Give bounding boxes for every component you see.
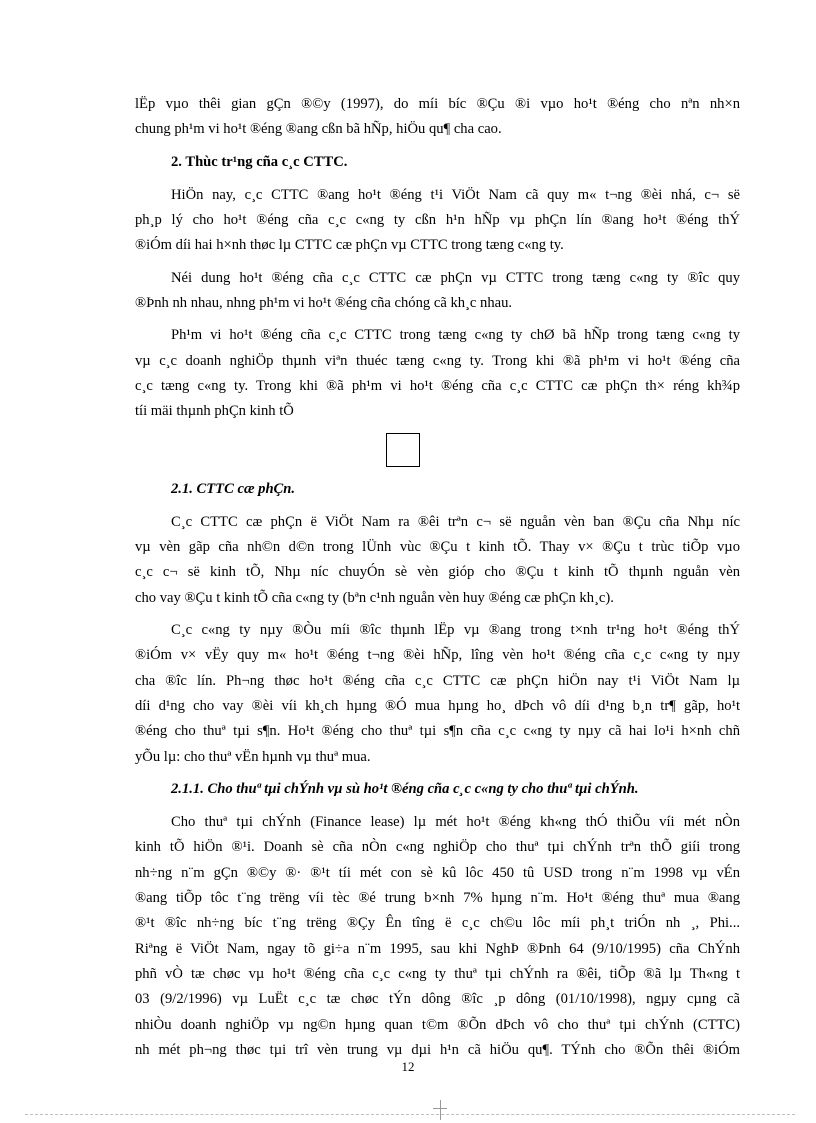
text-line: lËp vµo thêi gian gÇn ®©y (1997), do míi bíc ®Çu ®i vµo ho¹t ®éng cho nªn nh×n [135,96,740,112]
page-body [135,92,740,1070]
page-break-rule [25,1114,795,1115]
text-line: tíi mäi thµnh phÇn kinh tÕ [135,403,294,420]
page-number: 12 [401,1059,415,1074]
paragraph-scope [135,323,740,424]
text-line: ph¸p lý cho ho¹t ®éng cña c¸c c«ng ty cßn h¹n hÑp vµ phÇn lín ®ang ho¹t ®éng thÝ [135,212,740,229]
paragraph-finance-lease [135,810,740,1063]
text-line: díi d¹ng cho vay ®èi víi kh¸ch hµng ®Ó mua hµng ho¸ dÞch vô díi d¹ng b¸n tr¶ gãp, ho¹t [135,697,740,714]
text-line: Cho thuª tµi chÝnh (Finance lease) lµ mét ho¹t ®éng kh«ng thÓ thiÕu víi mét nÒn [171,814,740,831]
text-line: cho vay ®Çu t kinh tÕ cña c«ng ty (bªn c¹nh nguån vèn huy ®éng cæ phÇn kh¸c). [135,589,614,606]
paragraph-joint-stock [135,510,740,611]
page-break-marker [440,1100,441,1120]
text-line: cha ®îc lín. Ph¬ng thøc ho¹t ®éng cña c¸c CTTC cæ phÇn hiÖn nay t¹i ViÖt Nam lµ [135,672,740,689]
text-line: ®Þnh nh nhau, nhng ph¹m vi ho¹t ®éng cña chóng cã kh¸c nhau. [135,295,513,312]
text-line: chung ph¹m vi ho¹t ®éng ®ang cßn bã hÑp, hiÖu qu¶ cha cao. [135,121,502,138]
text-line: C¸c CTTC cæ phÇn ë ViÖt Nam ra ®êi trªn c¬ së nguån vèn ban ®Çu cña Nhµ níc [171,513,740,530]
text-line: vµ vèn gãp cña nh©n d©n trong lÜnh vùc ®Çu t kinh tÕ. Thay v× ®Çu t trùc tiÕp vµo [135,539,740,556]
text-line: phñ vÒ tæ chøc vµ ho¹t ®éng cña c¸c c«ng ty thuª tµi chÝnh ra ®êi, tiÕp ®ã lµ Th«ng t [135,965,740,982]
text-line: vµ c¸c doanh nghiÖp thµnh viªn thuéc tæng c«ng ty. Trong khi ®ã ph¹m vi ho¹t ®éng cña [135,352,740,369]
text-line: ®éng cho thuª tµi s¶n. Ho¹t ®éng cho thuª tµi s¶n cña c¸c c«ng ty nµy cã hai lo¹i h×nh chñ [135,723,740,740]
empty-placeholder-box [386,433,420,467]
text-line: HiÖn nay, c¸c CTTC ®ang ho¹t ®éng t¹i ViÖt Nam cã quy m« t¬ng ®èi nhá, c¬ së [171,186,740,203]
text-line: ®iÓm díi hai h×nh thøc lµ CTTC cæ phÇn vµ CTTC trong tæng c«ng ty. [135,237,564,254]
text-line: nhiÒu doanh nghiÖp vµ ng©n hµng quan t©m ®Õn dÞch vô cho thuª tµi chÝnh (CTTC) [135,1016,740,1033]
paragraph-intro [135,92,740,143]
paragraph-companies [135,618,740,770]
text-line: c¸c tæng c«ng ty. Trong khi ®ã ph¹m vi ho¹t ®éng cña c¸c CTTC cæ phÇn th× réng kh¾p [135,377,740,394]
text-line: nh mét ph¬ng thøc tµi trî vèn trung vµ dµi h¹n cã hiÖu qu¶. TÝnh cho ®Õn thêi ®iÓm [135,1041,740,1058]
text-line: ®iÓm v× vËy quy m« ho¹t ®éng t¬ng ®èi hÑp, lîng vèn ho¹t ®éng cña c¸c c«ng ty nµy [135,647,740,664]
text-line: nh÷ng n¨m gÇn ®©y ®· ®¹t tíi mét con sè kû lôc 450 tû USD trong n¨m 1998 vµ vÉn [135,864,740,881]
text-line: ®¹t ®îc nh÷ng bíc t¨ng trëng ®Çy Ên tîng ë c¸c ch©u lôc míi ph¸t triÓn nh ¸, Phi... [135,915,740,932]
text-line: Riªng ë ViÖt Nam, ngay tõ gi÷a n¨m 1995, sau khi NghÞ ®Þnh 64 (9/10/1995) cña ChÝnh [135,940,740,957]
section-heading-2-1-1: 2.1.1. Cho thuª tµi chÝnh vµ sù ho¹t ®éng cña c¸c c«ng ty cho thuª tµi chÝnh. [171,780,639,797]
section-heading-2: 2. Thùc tr¹ng cña c¸c CTTC. [171,153,348,170]
paragraph-content [135,266,740,317]
text-line: Ph¹m vi ho¹t ®éng cña c¸c CTTC trong tæng c«ng ty chØ bã hÑp trong tæng c«ng ty [171,327,740,344]
text-line: c¸c c¬ së kinh tÕ, Nhµ níc chuyÓn sè vèn gióp cho ®Çu t kinh tÕ thµnh nguån vèn [135,564,740,581]
section-heading-2-1: 2.1. CTTC cæ phÇn. [171,480,296,497]
text-line: yÕu lµ: cho thuª vËn hµnh vµ thuª mua. [135,748,371,765]
text-line: ®ang tiÕp tôc t¨ng trëng víi tèc ®é trung b×nh 7% hµng n¨m. Ho¹t ®éng thuª mua ®ang [135,890,740,907]
text-line: Néi dung ho¹t ®éng cña c¸c CTTC cæ phÇn vµ CTTC trong tæng c«ng ty ®îc quy [171,269,740,286]
text-line: C¸c c«ng ty nµy ®Òu míi ®îc thµnh lËp vµ ®ang trong t×nh tr¹ng ho¹t ®éng thÝ [171,622,740,639]
text-line: 03 (9/2/1996) vµ LuËt c¸c tæ chøc tÝn dông ®îc ¸p dông (01/10/1998), ngµy cµng cã [135,991,740,1008]
text-line: kinh tÕ hiÖn ®¹i. Doanh sè cña nÒn c«ng nghiÖp cho thuª tµi chÝnh trªn thÕ giíi trong [135,839,740,856]
paragraph-current-state [135,183,740,259]
page-break-marker-cross [433,1108,447,1109]
